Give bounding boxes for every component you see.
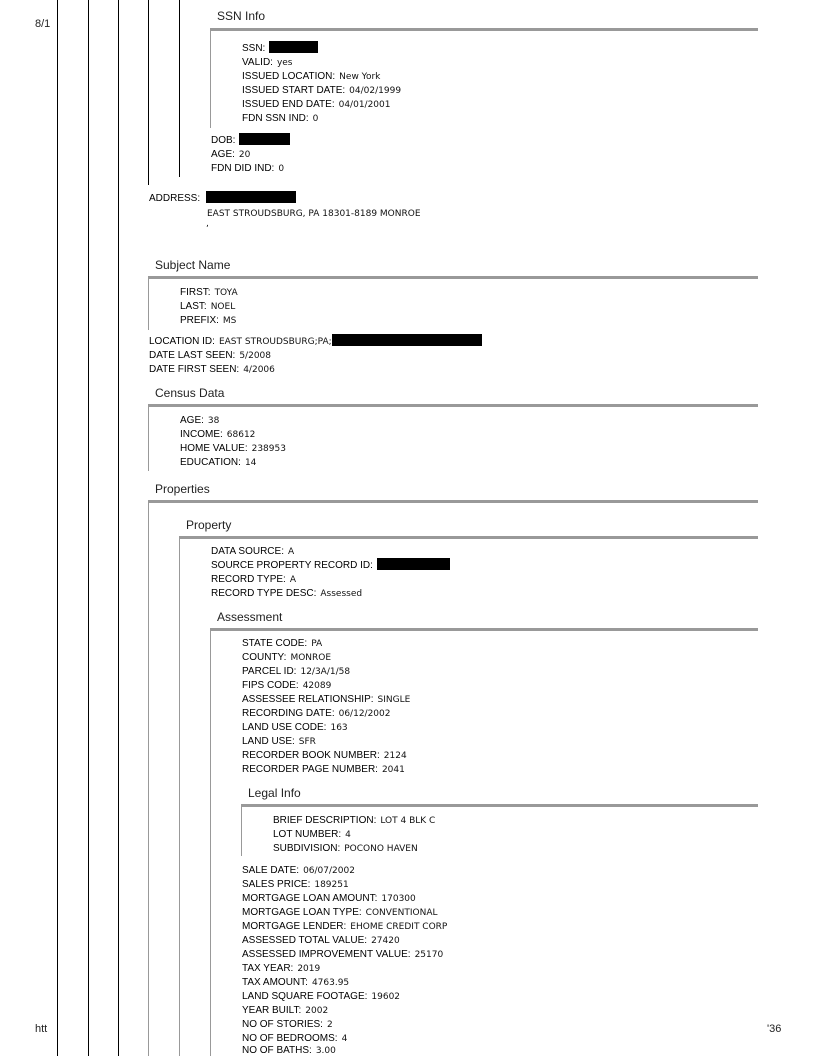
fdn-did-ind-row: [211, 160, 284, 176]
legal-info-box-left: [241, 804, 242, 856]
record-type-label: RECORD TYPE:: [211, 574, 286, 585]
subject-name-box-left: [148, 276, 149, 330]
state-code-value: PA: [311, 639, 323, 649]
land-use-code-label: LAND USE CODE:: [242, 722, 327, 733]
assessed-improvement-value-value: 25170: [414, 950, 444, 960]
mortgage-loan-type-label: MORTGAGE LOAN TYPE:: [242, 907, 362, 918]
home-value-value: 238953: [251, 444, 286, 454]
subdivision-row: [273, 840, 418, 856]
properties-rule: [148, 500, 758, 503]
assessment-title: Assessment: [217, 610, 283, 624]
record-type-desc-value: Assessed: [320, 589, 363, 599]
property-title: Property: [186, 518, 232, 532]
subject-name-rule: [148, 276, 758, 279]
ssn-info-title: SSN Info: [217, 9, 266, 23]
tax-amount-value: 4763.95: [311, 978, 350, 988]
no-of-baths-label: NO OF BATHS:: [242, 1045, 312, 1056]
sales-price-label: SALES PRICE:: [242, 879, 311, 890]
recorder-book-number-value: 2124: [383, 751, 407, 761]
census-age-value: 38: [207, 416, 220, 426]
record-type-desc-row: [211, 585, 362, 601]
last-name-value: NOEL: [210, 302, 236, 312]
page-rule-1: [57, 0, 58, 1056]
location-id-label: LOCATION ID:: [149, 336, 215, 347]
state-code-label: STATE CODE:: [242, 638, 308, 649]
date-first-seen-row: [149, 361, 275, 377]
assessed-improvement-value-label: ASSESSED IMPROVEMENT VALUE:: [242, 949, 411, 960]
address-row: [149, 190, 296, 206]
age-label: AGE:: [211, 149, 235, 160]
legal-info-rule: [241, 804, 758, 807]
no-of-stories-value: 2: [326, 1020, 333, 1030]
land-use-label: LAND USE:: [242, 736, 295, 747]
property-rule: [179, 536, 758, 539]
age-value: 20: [238, 150, 251, 160]
last-name-label: LAST:: [180, 301, 207, 312]
section-rule: [148, 0, 149, 185]
fdn-ssn-ind-row: [242, 110, 318, 126]
income-value: 68612: [226, 430, 256, 440]
lot-number-label: LOT NUMBER:: [273, 829, 342, 840]
location-id-redaction: [332, 334, 482, 346]
properties-title: Properties: [155, 482, 210, 496]
date-last-seen-label: DATE LAST SEEN:: [149, 350, 236, 361]
year-built-value: 2002: [305, 1006, 329, 1016]
fdn-ssn-ind-label: FDN SSN IND:: [242, 113, 309, 124]
date-first-seen-value: 4/2006: [243, 365, 275, 375]
mortgage-lender-value: EHOME CREDIT CORP: [350, 922, 448, 932]
no-of-stories-label: NO OF STORIES:: [242, 1019, 323, 1030]
recorder-page-number-label: RECORDER PAGE NUMBER:: [242, 764, 378, 775]
sale-date-label: SALE DATE:: [242, 865, 300, 876]
properties-box-left: [148, 500, 149, 1056]
parcel-id-value: 12/3A/1/58: [300, 667, 351, 677]
land-square-footage-value: 19602: [371, 992, 401, 1002]
brief-description-value: LOT 4 BLK C: [380, 816, 436, 826]
tax-year-value: 2019: [297, 964, 321, 974]
issued-end-date-value: 04/01/2001: [338, 100, 391, 110]
parcel-id-label: PARCEL ID:: [242, 666, 297, 677]
education-value: 14: [244, 458, 257, 468]
recorder-book-number-label: RECORDER BOOK NUMBER:: [242, 750, 380, 761]
margin-page-marker: 8/1: [35, 18, 51, 30]
ssn-info-rule: [210, 28, 758, 31]
source-property-record-id-redaction: [377, 558, 450, 570]
valid-label: VALID:: [242, 57, 273, 68]
assessment-box-left: [210, 628, 211, 1056]
recorder-page-number-row: [242, 761, 405, 777]
assessed-total-value-label: ASSESSED TOTAL VALUE:: [242, 935, 368, 946]
county-label: COUNTY:: [242, 652, 287, 663]
fdn-did-ind-label: FDN DID IND:: [211, 163, 275, 174]
county-value: MONROE: [290, 653, 332, 663]
page-rule-3: [118, 0, 119, 1056]
page-rule-2: [88, 0, 89, 1056]
mortgage-loan-amount-label: MORTGAGE LOAN AMOUNT:: [242, 893, 378, 904]
record-type-value: A: [289, 575, 297, 585]
valid-value: yes: [276, 58, 293, 68]
issued-location-label: ISSUED LOCATION:: [242, 71, 336, 82]
land-square-footage-label: LAND SQUARE FOOTAGE:: [242, 991, 368, 1002]
date-last-seen-value: 5/2008: [239, 351, 271, 361]
recorder-page-number-value: 2041: [381, 765, 405, 775]
dob-redaction: [239, 133, 290, 145]
subdivision-label: SUBDIVISION:: [273, 843, 341, 854]
mortgage-loan-type-value: CONVENTIONAL: [365, 908, 438, 918]
fips-code-value: 42089: [302, 681, 332, 691]
location-id-value: EAST STROUDSBURG;PA;: [218, 337, 332, 347]
subject-name-title: Subject Name: [155, 258, 231, 272]
data-source-value: A: [287, 547, 295, 557]
fdn-ssn-ind-value: 0: [312, 114, 319, 124]
issued-location-value: New York: [339, 72, 381, 82]
margin-url-fragment: htt: [35, 1023, 48, 1035]
lot-number-value: 4: [345, 830, 351, 840]
year-built-label: YEAR BUILT:: [242, 1005, 302, 1016]
margin-page-number: '36: [767, 1023, 782, 1035]
dob-label: DOB:: [211, 135, 236, 146]
address-city-value: EAST STROUDSBURG, PA 18301-8189 MONROE: [207, 209, 421, 219]
first-name-value: TOYA: [214, 288, 238, 298]
address-label: ADDRESS:: [149, 193, 201, 204]
no-of-bedrooms-label: NO OF BEDROOMS:: [242, 1033, 338, 1044]
income-label: INCOME:: [180, 429, 223, 440]
ssn-section-rule: [179, 0, 180, 177]
prefix-label: PREFIX:: [180, 315, 219, 326]
ssn-info-box-left: [210, 28, 211, 128]
census-data-title: Census Data: [155, 386, 225, 400]
sales-price-value: 189251: [314, 880, 349, 890]
home-value-label: HOME VALUE:: [180, 443, 248, 454]
mortgage-lender-label: MORTGAGE LENDER:: [242, 921, 347, 932]
address-extra-mark: ,: [206, 219, 209, 229]
tax-year-label: TAX YEAR:: [242, 963, 294, 974]
education-label: EDUCATION:: [180, 457, 241, 468]
census-data-rule: [148, 404, 758, 407]
source-property-record-id-label: SOURCE PROPERTY RECORD ID:: [211, 560, 373, 571]
fdn-did-ind-value: 0: [278, 164, 285, 174]
address-city-line: [207, 205, 421, 221]
prefix-row: [180, 312, 236, 328]
record-type-desc-label: RECORD TYPE DESC:: [211, 588, 317, 599]
address-redaction: [206, 191, 296, 203]
ssn-label: SSN:: [242, 43, 266, 54]
sale-date-value: 06/07/2002: [303, 866, 355, 876]
tax-amount-label: TAX AMOUNT:: [242, 977, 308, 988]
recording-date-label: RECORDING DATE:: [242, 708, 335, 719]
education-row: [180, 454, 256, 470]
prefix-value: MS: [222, 316, 237, 326]
mortgage-loan-amount-value: 170300: [381, 894, 416, 904]
assessee-relationship-label: ASSESSEE RELATIONSHIP:: [242, 694, 374, 705]
land-use-code-value: 163: [330, 723, 348, 733]
issued-start-date-value: 04/02/1999: [349, 86, 402, 96]
assessment-rule: [210, 628, 758, 631]
legal-info-title: Legal Info: [248, 786, 301, 800]
land-use-value: SFR: [298, 737, 316, 747]
ssn-redaction: [269, 41, 318, 53]
recording-date-value: 06/12/2002: [338, 709, 391, 719]
no-of-baths-value: 3.00: [315, 1046, 336, 1056]
issued-end-date-label: ISSUED END DATE:: [242, 99, 335, 110]
data-source-label: DATA SOURCE:: [211, 546, 284, 557]
issued-start-date-label: ISSUED START DATE:: [242, 85, 346, 96]
subdivision-value: POCONO HAVEN: [344, 844, 418, 854]
date-first-seen-label: DATE FIRST SEEN:: [149, 364, 240, 375]
brief-description-label: BRIEF DESCRIPTION:: [273, 815, 377, 826]
no-of-bedrooms-value: 4: [341, 1034, 348, 1044]
property-box-left: [179, 536, 180, 1056]
assessed-total-value-value: 27420: [371, 936, 400, 946]
census-age-label: AGE:: [180, 415, 204, 426]
fips-code-label: FIPS CODE:: [242, 680, 299, 691]
first-name-label: FIRST:: [180, 287, 211, 298]
census-data-box-left: [148, 404, 149, 471]
assessee-relationship-value: SINGLE: [377, 695, 411, 705]
